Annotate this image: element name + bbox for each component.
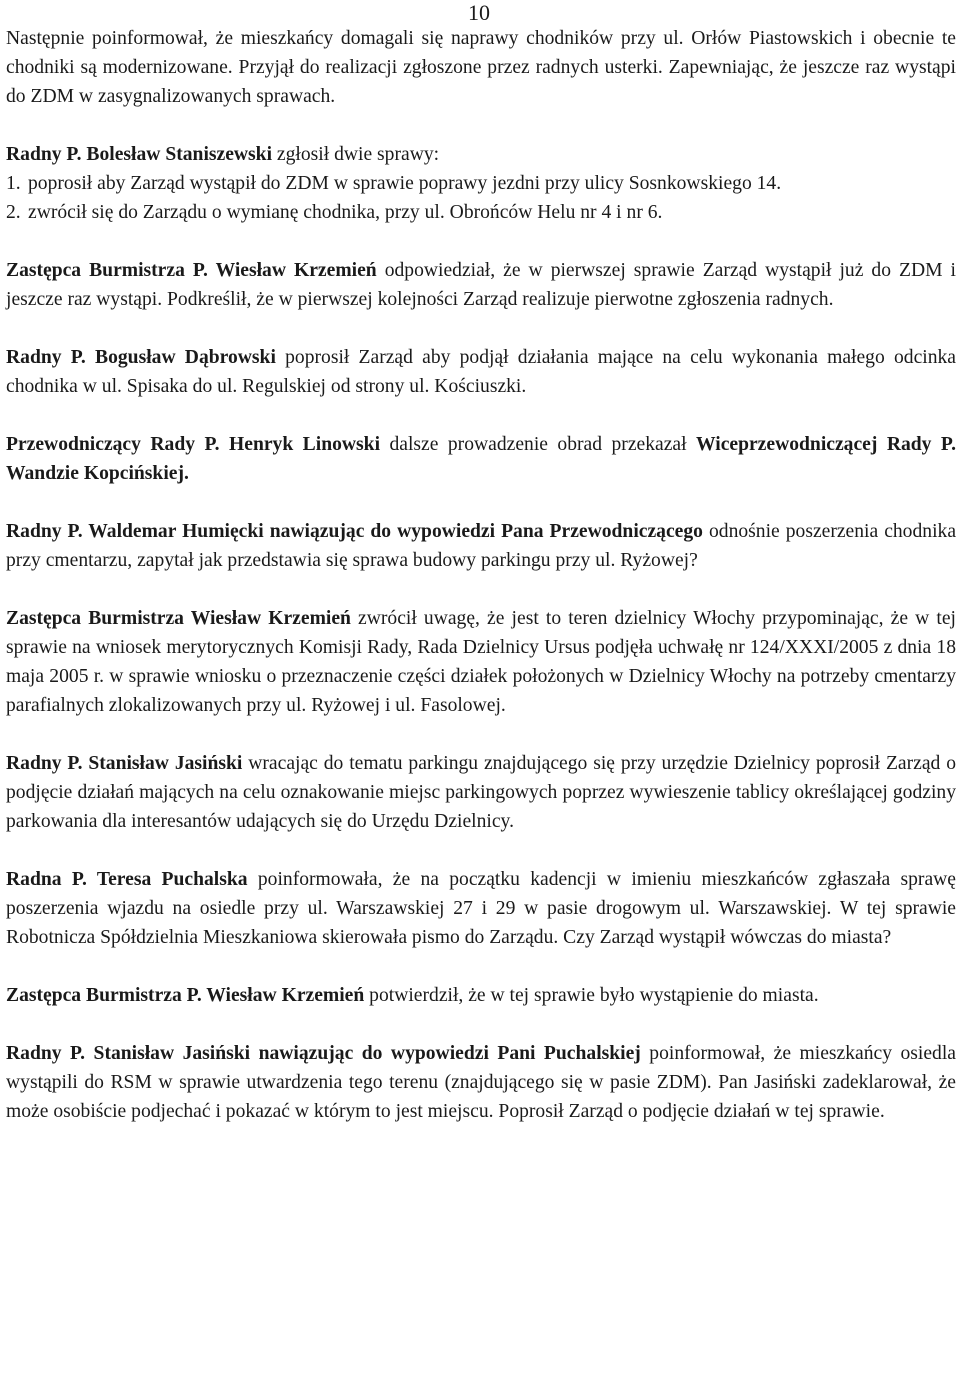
paragraph-text: poprosił Zarząd aby podjął działania mające na celu wykonania małego odcinka chodnika w ul. Spisaka do ul. Regulskiej od strony ul. Kościuszki. (6, 347, 957, 397)
paragraph (6, 1039, 956, 1126)
list-text: zwrócił się do Zarządu o wymianę chodnika, przy ul. Obrońców Helu nr 4 i nr 6. (28, 202, 663, 223)
paragraph-text: Następnie poinformował, że mieszkańcy domagali się naprawy chodników przy ul. Orłów Piastowskich i obecnie te chodniki są modernizowane. Przyjął do realizacji zgłoszone przez radnych usterki. Zapewniając, że jeszcze raz wystąpi do ZDM w zasygnalizowanych sprawach. (6, 28, 956, 107)
speaker-name: Radny P. Stanisław Jasiński (6, 753, 243, 774)
speaker-name: Przewodniczący Rady P. Henryk Linowski (6, 434, 381, 455)
paragraph-text: zgłosił dwie sprawy: (272, 144, 440, 165)
paragraph-text: dalsze prowadzenie obrad przekazał (380, 434, 697, 455)
paragraph-text: poinformował, że mieszkańcy osiedla wystąpili do RSM w sprawie utwardzenia tego terenu (znajdującego się w pasie ZDM). Pan Jasiński zadeklarował, że może osobiście podjechać i pokazać w którym to jest miejscu. Poprosił Zarząd o podjęcie działań w tej sprawie. (6, 1043, 956, 1122)
page-number: 10 (468, 0, 490, 25)
paragraph (6, 256, 956, 314)
speaker-name: Zastępca Burmistrza P. Wiesław Krzemień (6, 260, 377, 281)
paragraph (6, 24, 956, 111)
paragraph-text: zwrócił uwagę, że jest to teren dzielnicy Włochy przypominając, że w tej sprawie na wniosek merytorycznych Komisji Rady, Rada Dzielnicy Ursus podjęła uchwałę nr 124/XXXI/2005 z dnia 18 maja 2005 r. w sprawie wniosku o przeznaczenie części działek położonych w Dzielnicy Włochy na potrzeby cmentarzy parafialnych zlokalizowanych przy ul. Ryżowej i ul. Fasolowej. (6, 608, 956, 716)
speaker-name: Radna P. Teresa Puchalska (6, 869, 248, 890)
paragraph (6, 430, 956, 488)
list-item (6, 198, 956, 227)
list-number: 2. (6, 202, 21, 223)
document-body (6, 24, 956, 1126)
speaker-name: Wiceprzewodniczącej Rady P. Wandzie Kopcińskiej. (6, 434, 956, 484)
paragraph-text: poinformowała, że na początku kadencji w imieniu mieszkańców zgłaszała sprawę poszerzenia wjazdu na osiedle przy ul. Warszawskiej 27 i 29 w pasie drogowym ul. Warszawskiej. W tej sprawie Robotnicza Spółdzielnia Mieszkaniowa skierowała pismo do Zarządu. Czy Zarząd wystąpił wówczas do miasta? (6, 869, 956, 948)
speaker-name: Radny P. Bogusław Dąbrowski (6, 347, 276, 368)
paragraph (6, 517, 956, 575)
list-number: 1. (6, 173, 21, 194)
list-text: poprosił aby Zarząd wystąpił do ZDM w sprawie poprawy jezdni przy ulicy Sosnkowskiego 14. (28, 173, 782, 194)
paragraph (6, 140, 956, 169)
speaker-name: Zastępca Burmistrza Wiesław Krzemień (6, 608, 351, 629)
paragraph-text: potwierdził, że w tej sprawie było wystąpienie do miasta. (364, 985, 819, 1006)
paragraph (6, 865, 956, 952)
speaker-name: Zastępca Burmistrza P. Wiesław Krzemień (6, 985, 365, 1006)
paragraph-text: odpowiedział, że w pierwszej sprawie Zarząd wystąpił już do ZDM i jeszcze raz wystąpi. Podkreślił, że w pierwszej kolejności Zarząd realizuje pierwotne zgłoszenia radnych. (6, 260, 957, 310)
paragraph (6, 343, 956, 401)
paragraph (6, 749, 956, 836)
paragraph (6, 604, 956, 720)
speaker-name: Radny P. Waldemar Humięcki nawiązując do wypowiedzi Pana Przewodniczącego (6, 521, 703, 542)
list-item (6, 169, 956, 198)
paragraph (6, 981, 956, 1010)
speaker-name: Radny P. Bolesław Staniszewski (6, 144, 273, 165)
speaker-name: Radny P. Stanisław Jasiński nawiązując do wypowiedzi Pani Puchalskiej (6, 1043, 641, 1064)
paragraph-text: wracając do tematu parkingu znajdującego się przy urzędzie Dzielnicy poprosił Zarząd o podjęcie działań mających na celu oznakowanie miejsc parkingowych poprzez wywieszenie tablicy określającej godziny parkowania dla interesantów udających się do Urzędu Dzielnicy. (6, 753, 957, 832)
paragraph-text: odnośnie poszerzenia chodnika przy cmentarzu, zapytał jak przedstawia się sprawa budowy parkingu przy ul. Ryżowej? (6, 521, 957, 571)
